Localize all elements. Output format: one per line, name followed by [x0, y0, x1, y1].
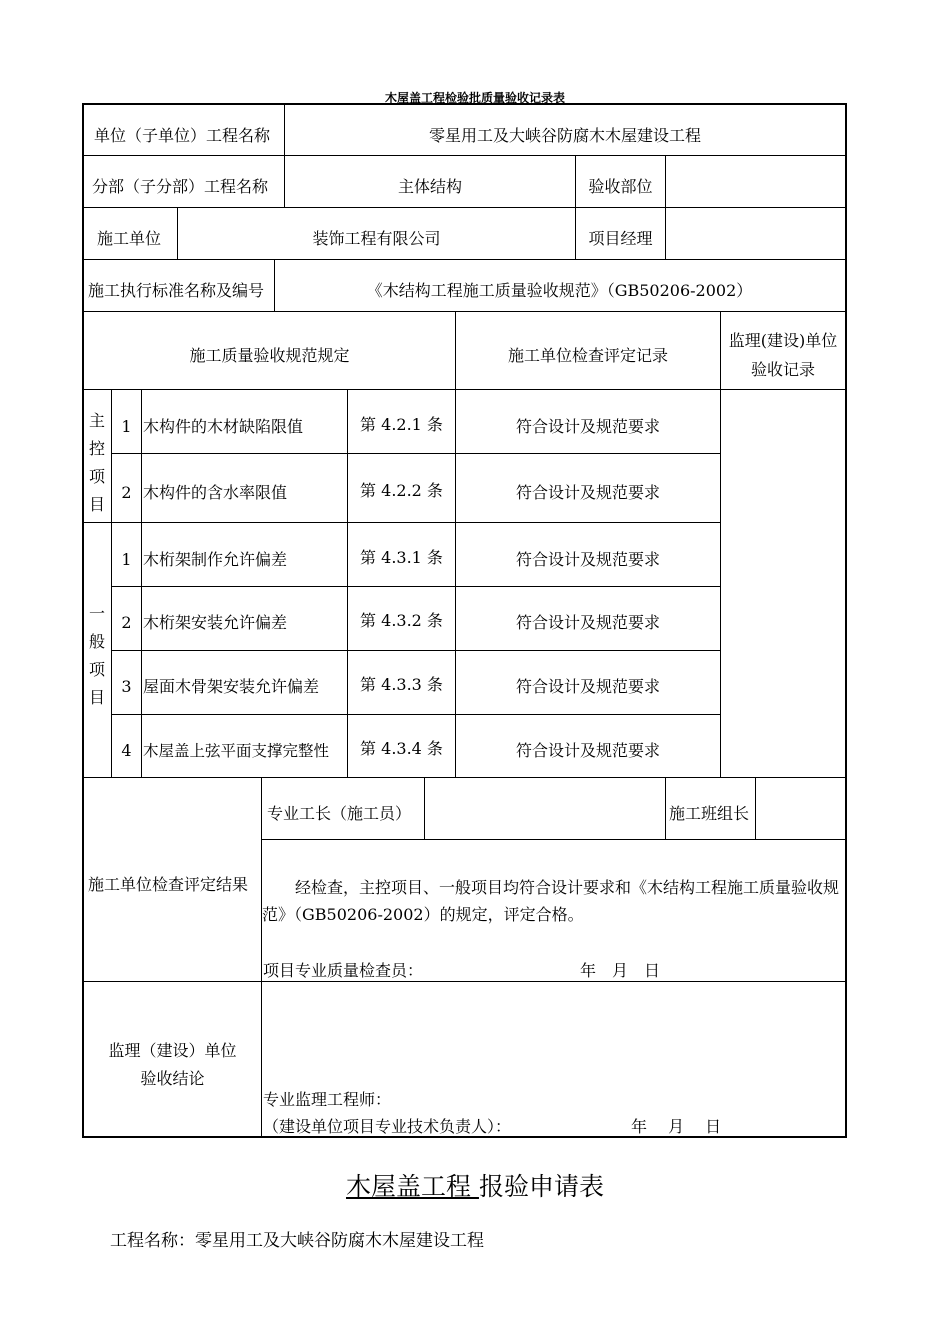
foreman-label: 专业工长（施工员）: [267, 804, 412, 823]
item-name: 木构件的含水率限值: [143, 483, 288, 502]
unit-project-label: 单位（子单位）工程名称: [94, 126, 271, 145]
project-manager-label: 项目经理: [588, 229, 653, 248]
row-divider: [82, 389, 846, 390]
col-divider: [665, 155, 666, 259]
main-group-label-char: 项: [88, 467, 105, 486]
row-divider: [82, 522, 720, 523]
contractor-value: 装饰工程有限公司: [312, 229, 441, 248]
item-result: 符合设计及规范要求: [515, 417, 660, 436]
item-result: 符合设计及规范要求: [515, 550, 660, 569]
main-group-label-char: 主: [88, 411, 105, 430]
item-clause: 第 4.2.2 条: [360, 481, 443, 500]
item-number: 2: [121, 613, 132, 632]
col-divider: [347, 389, 348, 777]
general-group-label-char: 目: [88, 688, 105, 707]
general-group-label-char: 般: [88, 632, 105, 651]
row-divider: [82, 207, 846, 208]
item-name: 木桁架制作允许偏差: [143, 550, 288, 569]
item-number: 2: [121, 483, 132, 502]
supervision-label-line2: 验收结论: [140, 1069, 205, 1088]
row-divider: [82, 155, 846, 156]
row-divider: [82, 311, 846, 312]
item-result: 符合设计及规范要求: [515, 677, 660, 696]
evaluation-text-line1: 经检查，主控项目、一般项目均符合设计要求和《木结构工程施工质量验收规: [295, 878, 840, 897]
item-name: 木构件的木材缺陷限值: [143, 417, 304, 436]
item-clause: 第 4.3.3 条: [360, 675, 443, 694]
owner-technical-lead-label: （建设单位项目专业技术负责人）：: [263, 1117, 512, 1136]
main-group-label-char: 控: [88, 439, 105, 458]
supervising-engineer-label: 专业监理工程师：: [263, 1090, 392, 1109]
item-result: 符合设计及规范要求: [515, 613, 660, 632]
item-clause: 第 4.3.1 条: [360, 548, 443, 567]
item-number: 1: [121, 550, 132, 569]
supervision-date: 年 月 日: [631, 1117, 722, 1136]
general-group-label-char: 一: [88, 604, 105, 623]
item-number: 4: [121, 741, 132, 760]
evaluation-label: 施工单位检查评定结果: [88, 875, 249, 894]
row-divider: [82, 777, 846, 778]
inspector-label: 项目专业质量检查员：: [263, 961, 424, 980]
contractor-label: 施工单位: [97, 229, 162, 248]
row-divider: [111, 586, 720, 587]
document-title: 木屋盖工程检验批质量验收记录表: [384, 91, 565, 105]
col-divider: [111, 389, 112, 777]
application-form-title: [0, 1167, 950, 1203]
col-divider: [755, 777, 756, 839]
evaluation-date: 年 月 日: [580, 961, 661, 980]
col-divider: [720, 311, 721, 777]
supervision-label-line1: 监理（建设）单位: [108, 1041, 237, 1060]
unit-project-value: 零星用工及大峡谷防腐木木屋建设工程: [428, 126, 701, 145]
col-divider: [141, 389, 142, 777]
item-name: 木屋盖上弦平面支撑完整性: [143, 742, 330, 760]
spec-column-header: 施工质量验收规范规定: [189, 346, 350, 365]
project-name-line: 工程名称：零星用工及大峡谷防腐木木屋建设工程: [110, 1231, 484, 1251]
application-form-title-rest: 报验申请表: [478, 1172, 604, 1201]
item-clause: 第 4.3.4 条: [360, 739, 443, 758]
team-leader-label: 施工班组长: [669, 804, 750, 823]
item-name: 木桁架安装允许偏差: [143, 613, 288, 632]
item-clause: 第 4.3.2 条: [360, 611, 443, 630]
supervisor-column-header-line2: 验收记录: [750, 360, 815, 379]
row-divider: [82, 259, 846, 260]
item-result: 符合设计及规范要求: [515, 741, 660, 760]
col-divider: [455, 389, 456, 777]
item-number: 3: [121, 677, 132, 696]
col-divider: [261, 777, 262, 1137]
standard-value: 《木结构工程施工质量验收规范》（GB50206-2002）: [366, 281, 753, 300]
item-name: 屋面木骨架安装允许偏差: [143, 677, 320, 696]
evaluation-text-line2: 范》（GB50206-2002）的规定，评定合格。: [262, 905, 584, 924]
item-clause: 第 4.2.1 条: [360, 415, 443, 434]
sub-project-label: 分部（子分部）工程名称: [92, 177, 269, 196]
col-divider: [665, 777, 666, 839]
supervisor-column-header-line1: 监理(建设)单位: [728, 331, 838, 350]
general-group-label-char: 项: [88, 660, 105, 679]
row-divider: [111, 714, 720, 715]
sub-project-value: 主体结构: [397, 177, 462, 196]
row-divider: [111, 453, 720, 454]
contractor-record-column-header: 施工单位检查评定记录: [507, 346, 668, 365]
standard-label: 施工执行标准名称及编号: [88, 281, 265, 300]
item-result: 符合设计及规范要求: [515, 483, 660, 502]
item-number: 1: [121, 417, 132, 436]
application-form-title-project: 木屋盖工程: [346, 1172, 479, 1201]
col-divider: [424, 777, 425, 839]
row-divider: [261, 839, 846, 840]
row-divider: [111, 650, 720, 651]
row-divider: [82, 981, 846, 982]
acceptance-part-label: 验收部位: [588, 177, 653, 196]
main-group-label-char: 目: [88, 495, 105, 514]
